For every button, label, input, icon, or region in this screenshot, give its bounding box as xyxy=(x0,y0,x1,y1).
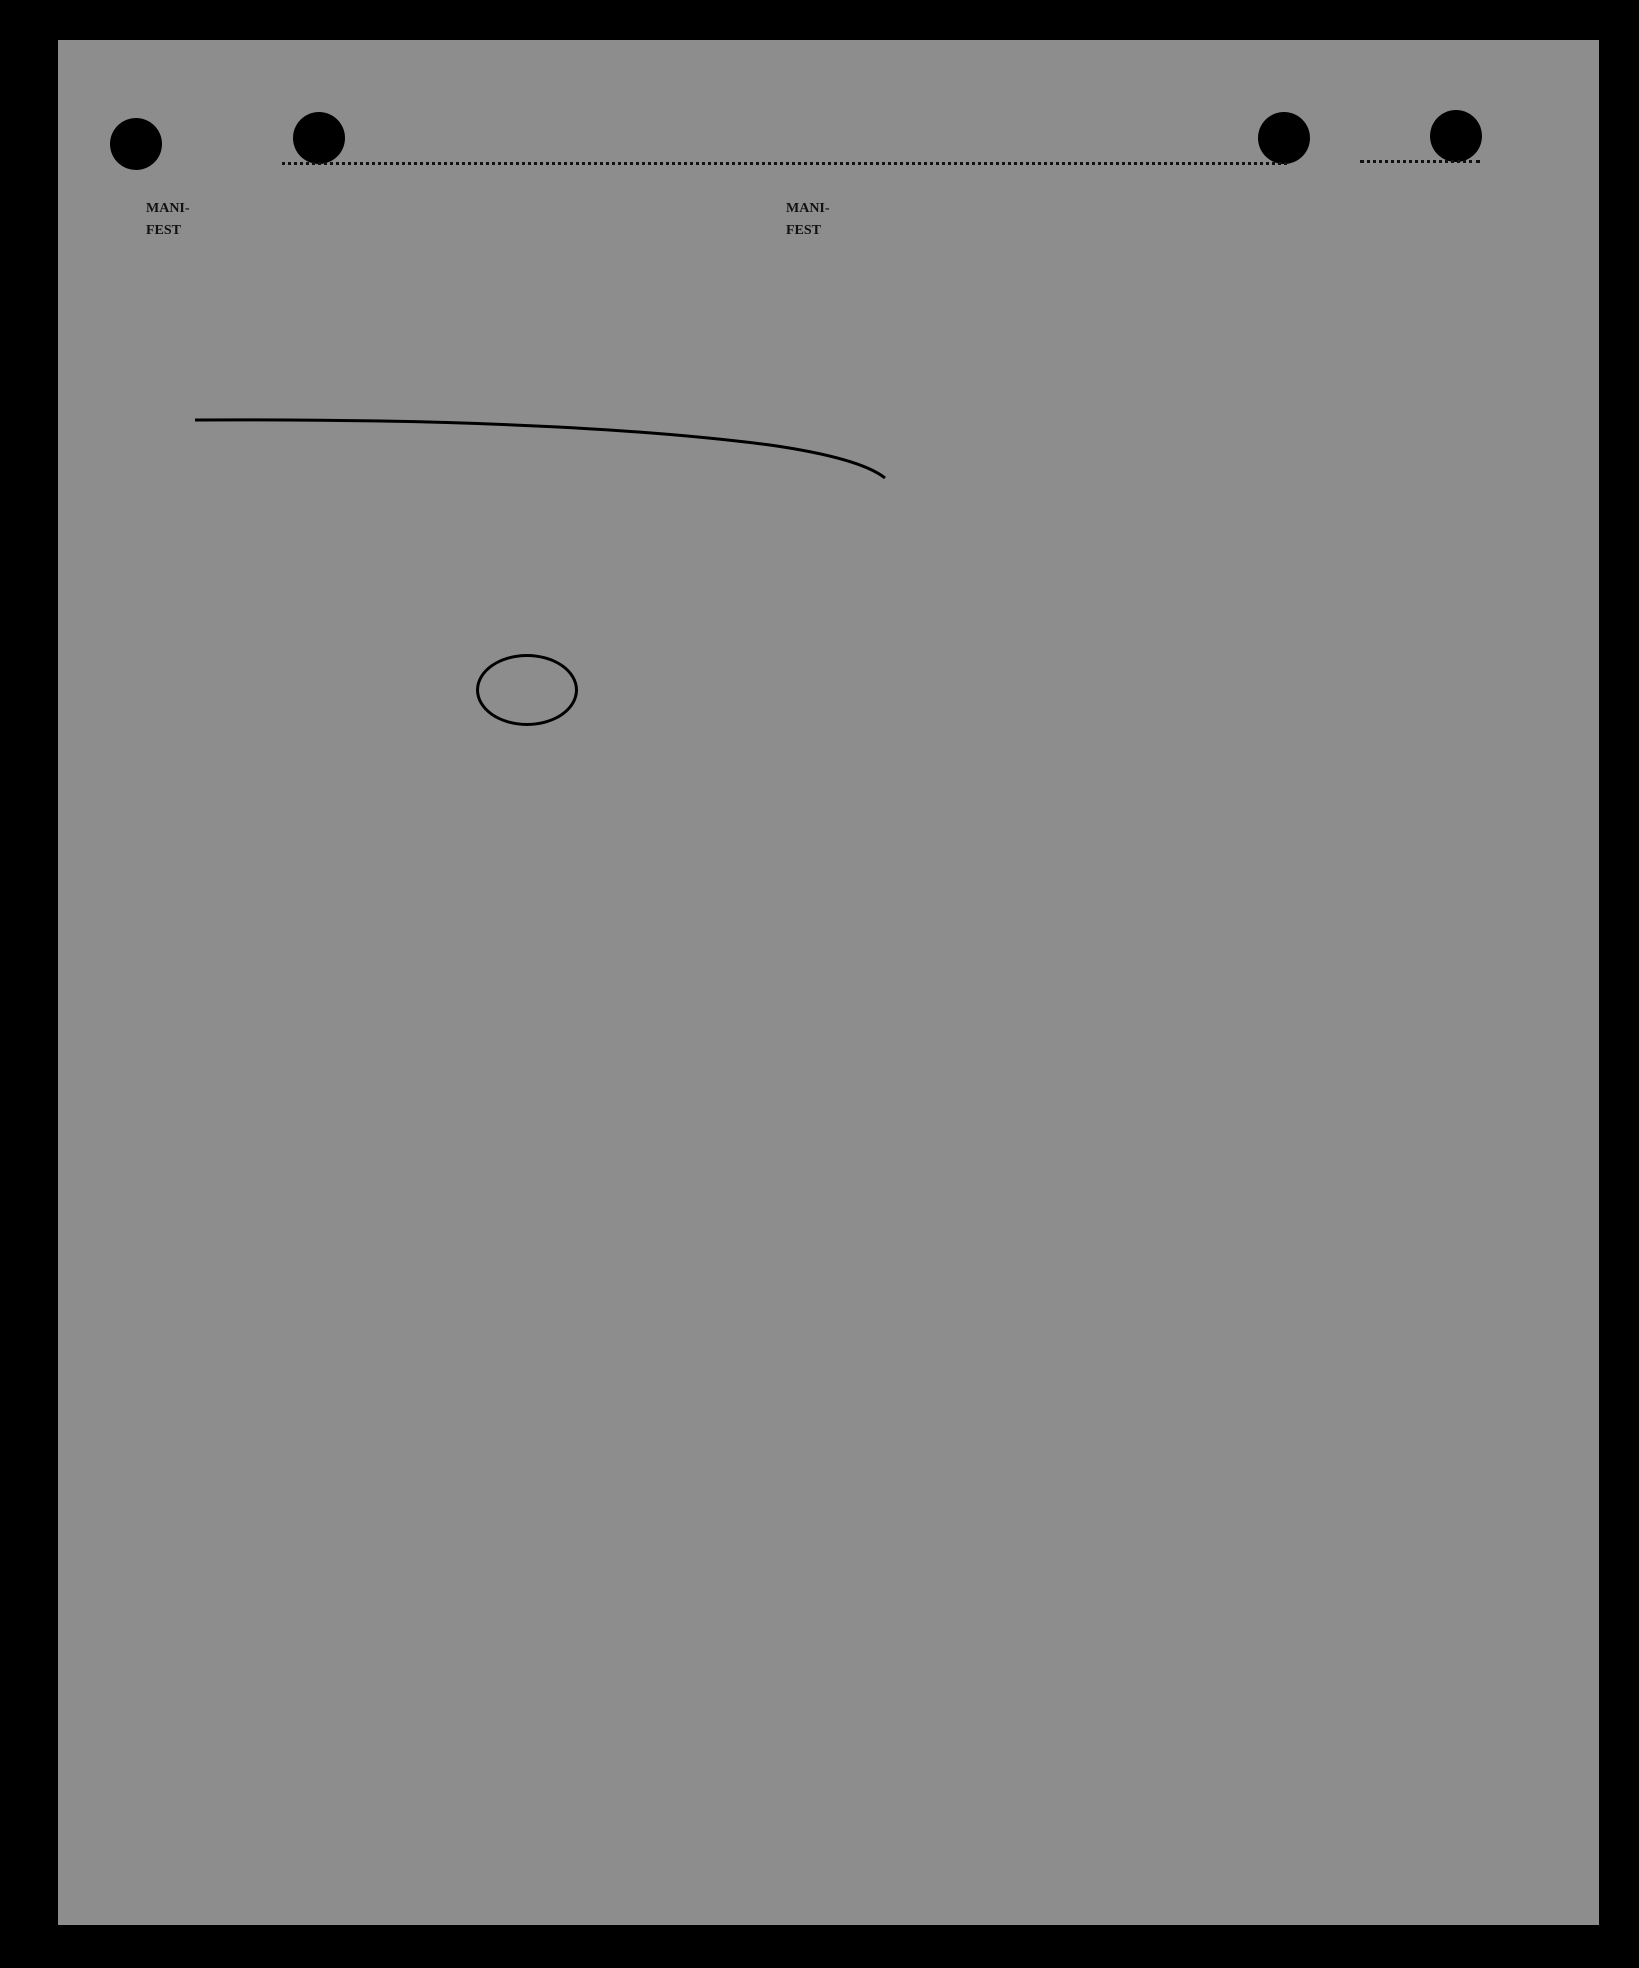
sum-line-stroke xyxy=(195,420,885,478)
col-header-manifest-right: MANI- FEST xyxy=(786,201,830,238)
col-header-manifest-left: MANI- FEST xyxy=(146,201,190,238)
